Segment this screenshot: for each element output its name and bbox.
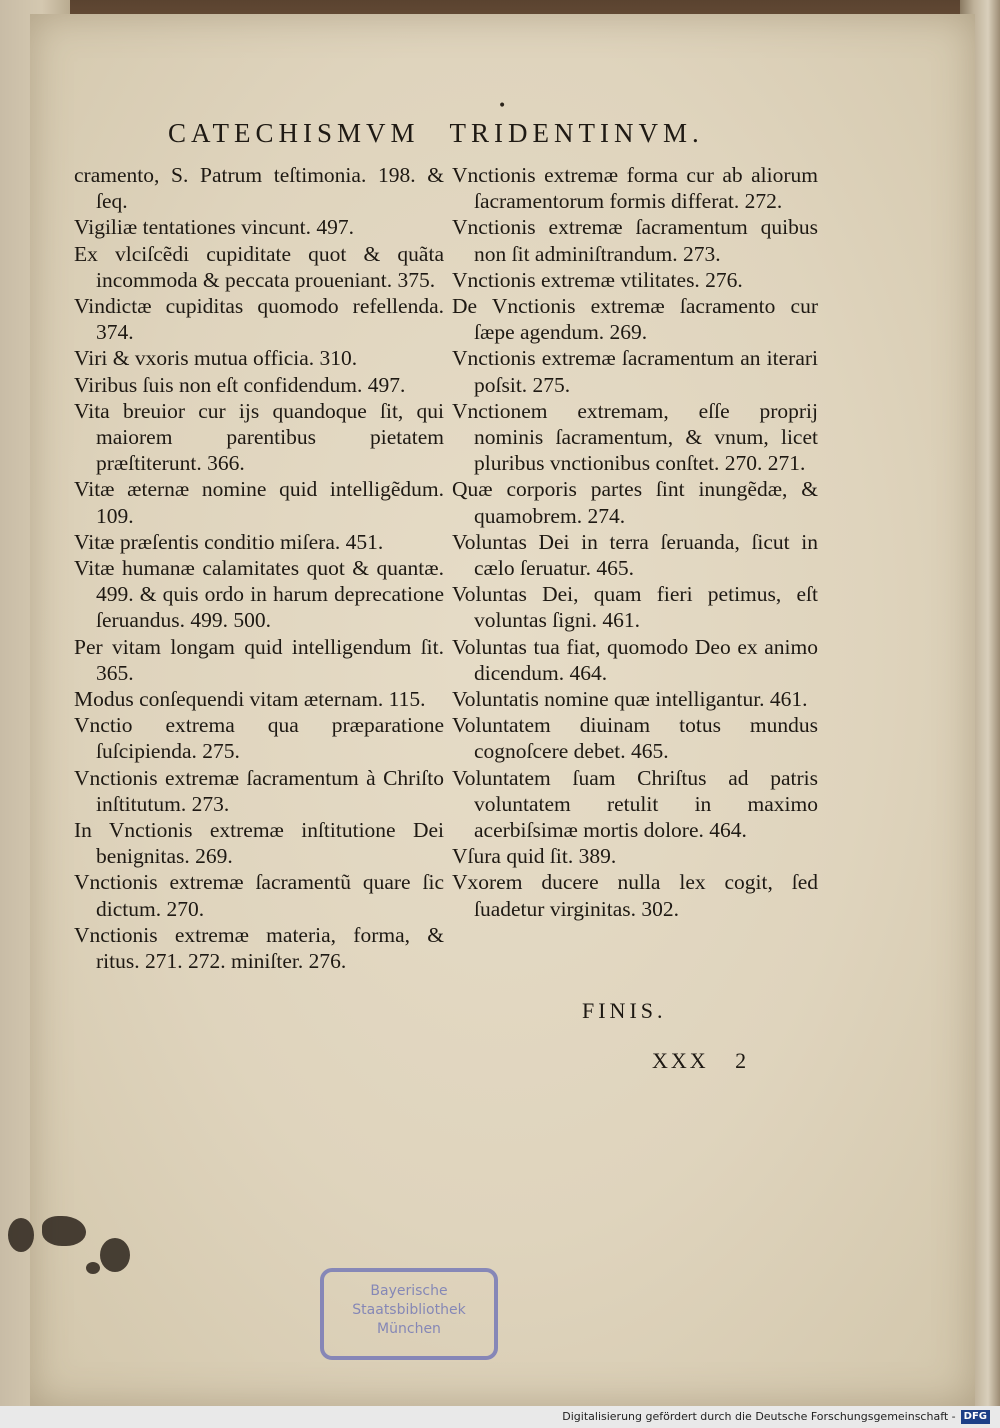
index-entry: Ex vlciſcẽdi cupiditate quot & quãta incommoda & peccata proueniant. 375.: [74, 241, 444, 292]
index-entry: Vnctionis extremæ ſacramentum quibus non ſit adminiſtrandum. 273.: [452, 215, 818, 266]
stamp-line: München: [377, 1321, 441, 1337]
index-entry: Voluntatem ſuam Chriſtus ad patris voluntatem retulit in maximo acerbiſsimæ mortis dolore. 464.: [452, 765, 818, 843]
index-entry: Vitæ æternæ nomine quid intelligẽdum. 109.: [74, 477, 444, 528]
index-entry: Vnctionis extremæ materia, forma, & ritus. 271. 272. miniſter. 276.: [74, 922, 444, 974]
index-entry: Voluntas tua fiat, quomodo Deo ex animo dicendum. 464.: [452, 634, 818, 685]
signature-mark: •: [498, 98, 507, 114]
ink-stain: [8, 1218, 34, 1252]
ink-stain: [42, 1216, 86, 1246]
index-entry: Per vitam longam quid intelligendum ſit. 365.: [74, 634, 444, 685]
index-entry: Quæ corporis partes ſint inungẽdæ, & quamobrem. 274.: [452, 477, 818, 528]
running-head: [168, 118, 704, 149]
index-entry: Modus conſequendi vitam æternam. 115.: [74, 687, 426, 712]
index-entry: Voluntatem diuinam totus mundus cognoſcere debet. 465.: [452, 713, 818, 764]
index-entry: Vnctionis extremæ forma cur ab aliorum ſacramentorum formis differat. 272.: [452, 163, 818, 214]
dfg-logo: DFG: [961, 1410, 990, 1424]
footer-text: Digitalisierung gefördert durch die Deutsche Forschungsgemeinschaft -: [562, 1410, 956, 1423]
running-head-word-2: TRIDENTINVM.: [449, 118, 704, 148]
library-stamp: [320, 1268, 498, 1360]
index-entry: Vindictæ cupiditas quomodo refellenda. 374.: [74, 294, 444, 345]
index-entry: Vnctionis extremæ ſacramentum an iterari poſsit. 275.: [452, 346, 818, 397]
index-entry: Voluntatis nomine quæ intelligantur. 461.: [452, 687, 808, 712]
index-column-right: [452, 162, 818, 922]
index-entry: Vigiliæ tentationes vincunt. 497.: [74, 215, 354, 240]
ink-stain: [100, 1238, 130, 1272]
index-entry: Vnctio extrema qua præparatione ſuſcipienda. 275.: [74, 713, 444, 764]
index-entry: Voluntas Dei, quam fieri petimus, eſt voluntas ſigni. 461.: [452, 582, 818, 633]
index-entry: Viri & vxoris mutua officia. 310.: [74, 346, 358, 371]
index-entry: Vitæ humanæ calamitates quot & quantæ. 499. & quis ordo in harum deprecatione ſeruandus. 499. 500.: [74, 556, 444, 633]
index-entry: Vnctionis extremæ ſacramentum à Chriſto inſtitutum. 273.: [74, 765, 444, 816]
index-entry: Vitæ præſentis conditio miſera. 451.: [74, 529, 384, 554]
index-entry: Vnctionis extremæ vtilitates. 276.: [452, 267, 743, 292]
index-entry: In Vnctionis extremæ inſtitutione Dei benignitas. 269.: [74, 818, 444, 869]
catchword: XXX 2: [652, 1048, 750, 1073]
index-column-left: [74, 162, 444, 974]
index-entry: Vita breuior cur ijs quandoque ſit, qui maiorem parentibus pietatem præſtiterunt. 366.: [74, 398, 444, 476]
index-entry: Viribus ſuis non eſt confidendum. 497.: [74, 372, 406, 397]
index-entry: cramento, S. Patrum teſtimonia. 198. & ſeq.: [74, 163, 444, 214]
stamp-line: Staatsbibliothek: [352, 1302, 466, 1318]
running-head-word-1: CATECHISMVM: [168, 118, 420, 148]
index-entry: Vxorem ducere nulla lex cogit, ſed ſuadetur virginitas. 302.: [452, 870, 818, 921]
finis-label: FINIS.: [582, 998, 667, 1023]
index-entry: De Vnctionis extremæ ſacramento cur ſæpe agendum. 269.: [452, 294, 818, 345]
index-entry: Vnctionem extremam, eſſe proprij nominis ſacramentum, & vnum, licet pluribus vnctionibus conſtet. 270. 271.: [452, 398, 818, 476]
ink-stain: [86, 1262, 100, 1274]
stamp-line: Bayerische: [370, 1283, 448, 1299]
index-entry: Vnctionis extremæ ſacramentũ quare ſic dictum. 270.: [74, 870, 444, 921]
digitization-footer: [0, 1406, 1000, 1428]
index-entry: Voluntas Dei in terra ſeruanda, ſicut in cælo ſeruatur. 465.: [452, 529, 818, 581]
index-entry: Vſura quid ſit. 389.: [452, 844, 617, 869]
